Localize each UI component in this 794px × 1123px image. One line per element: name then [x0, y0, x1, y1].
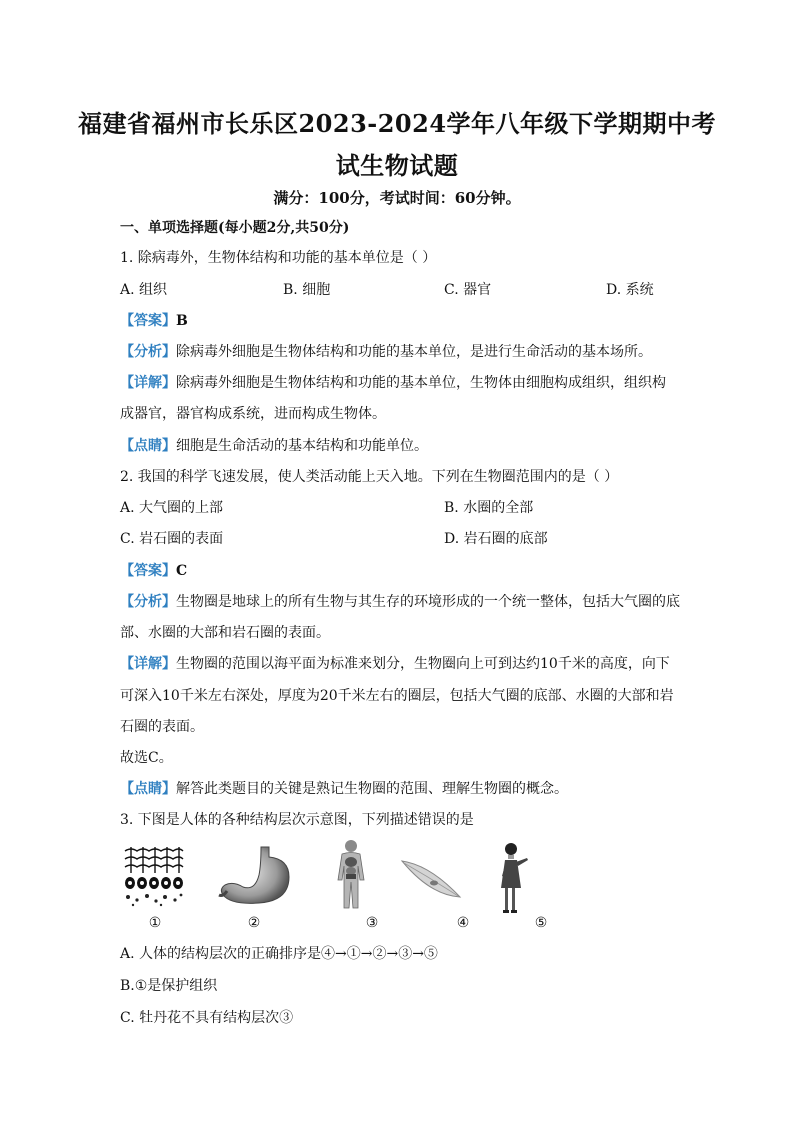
- q3-option-a: A. 人体的结构层次的正确排序是④→①→②→③→⑤: [120, 946, 438, 962]
- q1-option-b: B. 细胞: [283, 282, 331, 298]
- q1-option-a: A. 组织: [120, 282, 168, 298]
- q1-option-d: D. 系统: [606, 282, 654, 298]
- q2-option-c: C. 岩石圈的表面: [120, 531, 224, 547]
- q1-detail-1: [120, 373, 680, 393]
- analysis-tag: 【分析】: [120, 594, 176, 610]
- page-title-line-1: 福建省福州市长乐区2023-2024学年八年级下学期期中考: [77, 109, 717, 138]
- comment-text: 细胞是生命活动的基本结构和功能单位。: [176, 438, 428, 454]
- q3-option-c: C. 牡丹花不具有结构层次③: [120, 1010, 294, 1026]
- q2-stem: 2. 我国的科学飞速发展，使人类活动能上天入地。下列在生物圈范围内的是（ ）: [120, 469, 619, 485]
- cell-illustration: [400, 855, 462, 903]
- section-heading: 一、单项选择题(每小题2分,共50分): [120, 220, 350, 236]
- comment-tag: 【点睛】: [120, 781, 176, 797]
- q1-answer: [120, 311, 680, 331]
- stomach-illustration: [217, 845, 293, 907]
- q2-option-d: D. 岩石圈的底部: [444, 531, 548, 547]
- q2-detail-2: 可深入10千米左右深处，厚度为20千米左右的圈层，包括大气圈的底部、水圈的大部和岩: [120, 688, 674, 704]
- figure-label-3: ③: [365, 915, 379, 931]
- answer-tag: 【答案】: [120, 313, 176, 329]
- q2-detail-1: [120, 654, 680, 674]
- q2-answer: [120, 561, 680, 581]
- q2-analysis-2: 部、水圈的大部和岩石圈的表面。: [120, 625, 330, 641]
- figure-label-4: ④: [456, 915, 470, 931]
- q2-option-a: A. 大气圈的上部: [120, 500, 224, 516]
- q2-detail-3: 石圈的表面。: [120, 719, 204, 735]
- analysis-tag: 【分析】: [120, 344, 176, 360]
- q1-comment: [120, 436, 680, 456]
- answer-value: B: [176, 313, 188, 329]
- tissue-illustration: [123, 845, 185, 907]
- figure-label-1: ①: [148, 915, 162, 931]
- comment-tag: 【点睛】: [120, 438, 176, 454]
- analysis-text: 除病毒外细胞是生物体结构和功能的基本单位，是进行生命活动的基本场所。: [176, 344, 652, 360]
- q2-conclusion: 故选C。: [120, 750, 173, 766]
- q2-option-b: B. 水圈的全部: [444, 500, 534, 516]
- exam-info: 满分：100分，考试时间：60分钟。: [273, 189, 521, 207]
- q3-option-b: B.①是保护组织: [120, 978, 218, 994]
- detail-tag: 【详解】: [120, 375, 176, 391]
- comment-text: 解答此类题目的关键是熟记生物圈的范围、理解生物圈的概念。: [176, 781, 568, 797]
- q1-detail-2: 成器官，器官构成系统，进而构成生物体。: [120, 406, 386, 422]
- page-title-line-2: 试生物试题: [335, 151, 459, 180]
- answer-tag: 【答案】: [120, 563, 176, 579]
- figure-label-5: ⑤: [534, 915, 548, 931]
- answer-value: C: [176, 563, 188, 579]
- q2-analysis-1: [120, 592, 680, 612]
- detail-text: 生物圈的范围以海平面为标准来划分，生物圈向上可到达约10千米的高度，向下: [176, 656, 670, 672]
- detail-tag: 【详解】: [120, 656, 176, 672]
- analysis-text: 生物圈是地球上的所有生物与其生存的环境形成的一个统一整体，包括大气圈的底: [176, 594, 680, 610]
- q1-stem: 1. 除病毒外，生物体结构和功能的基本单位是（ ）: [120, 250, 437, 266]
- human-body-illustration: [330, 838, 372, 910]
- figure-label-2: ②: [247, 915, 261, 931]
- q3-stem: 3. 下图是人体的各种结构层次示意图，下列描述错误的是: [120, 812, 474, 828]
- q1-analysis: [120, 342, 680, 362]
- q2-comment: [120, 779, 680, 799]
- detail-text: 除病毒外细胞是生物体结构和功能的基本单位，生物体由细胞构成组织，组织构: [176, 375, 666, 391]
- q1-option-c: C. 器官: [444, 282, 492, 298]
- person-illustration: [497, 840, 531, 916]
